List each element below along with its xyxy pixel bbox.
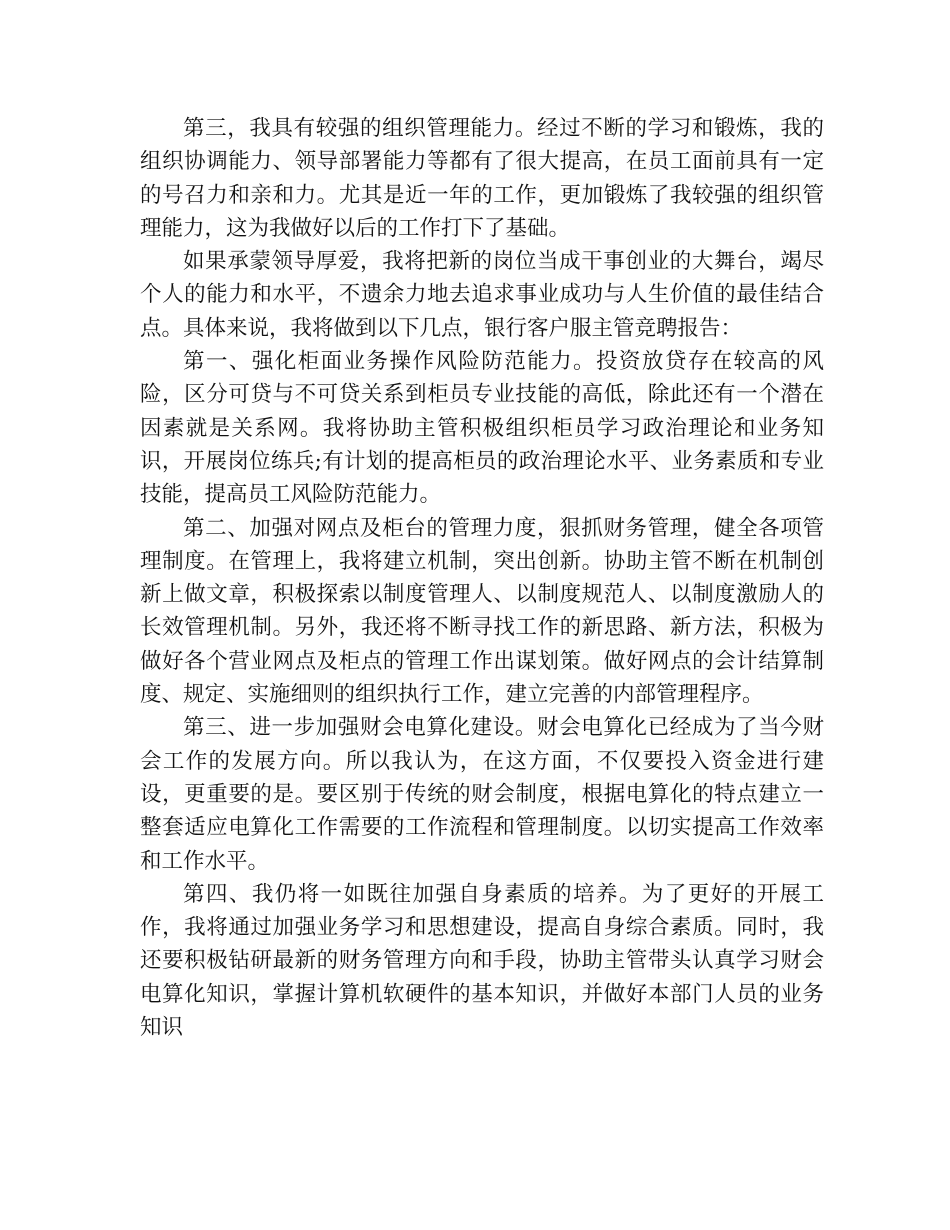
document-page — [140, 112, 824, 1044]
paragraph-management-system: 第二、加强对网点及柜台的管理力度，狠抓财务管理，健全各项管理制度。在管理上，我将建立机制，突出创新。协助主管不断在机制创新上做文章，积极探索以制度管理人、以制度规范人、以制度激励人的长效管理机制。另外，我还将不断寻找工作的新思路、新方法，积极为做好各个营业网点及柜点的管理工作出谋划策。做好网点的会计结算制度、规定、实施细则的组织执行工作，建立完善的内部管理程序。 — [140, 515, 824, 708]
paragraph-risk-prevention: 第一、强化柜面业务操作风险防范能力。投资放贷存在较高的风险，区分可贷与不可贷关系到柜员专业技能的高低，除此还有一个潜在因素就是关系网。我将协助主管积极组织柜员学习政治理论和业务知识，开展岗位练兵;有计划的提高柜员的政治理论水平、业务素质和专业技能，提高员工风险防范能力。 — [140, 349, 824, 508]
paragraph-commitment: 如果承蒙领导厚爱，我将把新的岗位当成干事创业的大舞台，竭尽个人的能力和水平，不遗余力地去追求事业成功与人生价值的最佳结合点。具体来说，我将做到以下几点，银行客户服主管竞聘报告： — [140, 249, 824, 341]
paragraph-organizational-ability: 第三，我具有较强的组织管理能力。经过不断的学习和锻炼，我的组织协调能力、领导部署能力等都有了很大提高，在员工面前具有一定的号召力和亲和力。尤其是近一年的工作，更加锻炼了我较强的组织管理能力，这为我做好以后的工作打下了基础。 — [140, 116, 824, 241]
paragraph-accounting-computerization: 第三、进一步加强财会电算化建设。财会电算化已经成为了当今财会工作的发展方向。所以我认为，在这方面，不仅要投入资金进行建设，更重要的是。要区别于传统的财会制度，根据电算化的特点建立一整套适应电算化工作需要的工作流程和管理制度。以切实提高工作效率和工作水平。 — [140, 715, 824, 874]
paragraph-self-improvement: 第四、我仍将一如既往加强自身素质的培养。为了更好的开展工作，我将通过加强业务学习和思想建设，提高自身综合素质。同时，我还要积极钻研最新的财务管理方向和手段，协助主管带头认真学习财会电算化知识，掌握计算机软硬件的基本知识，并做好本部门人员的业务知识 — [140, 881, 824, 1041]
